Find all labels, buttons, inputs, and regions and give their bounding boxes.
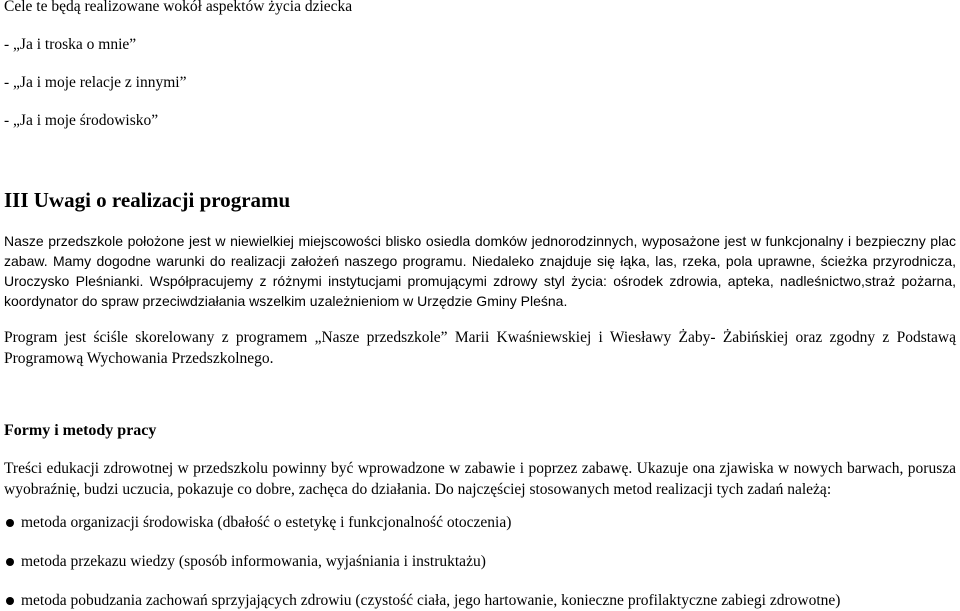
bullet-dot-icon [6, 558, 14, 566]
section-paragraph-2 [4, 327, 956, 369]
bullet-dot-icon [6, 519, 14, 527]
intro-item-1: - „Ja i troska o mnie” [4, 36, 137, 53]
intro-item-3: - „Ja i moje środowisko” [4, 112, 159, 129]
methods-paragraph-text: Treści edukacji zdrowotnej w przedszkolu powinny być wprowadzone w zabawie i poprzez zabawę. Ukazuje ona zjawiska w nowych barwach, porusza wyobraźnię, budzi uczucia, pokazuje co dobre, zachęca do działania. Do najczęściej stosowanych metod realizacji tych zadań należą: [4, 460, 956, 498]
bullet-dot-icon [6, 597, 14, 605]
intro-item-2: - „Ja i moje relacje z innymi” [4, 74, 187, 91]
methods-heading: Formy i metody pracy [4, 422, 157, 439]
section-paragraph-1 [4, 231, 956, 311]
method-bullet-1 [4, 513, 511, 533]
method-bullet-2-text: metoda przekazu wiedzy (sposób informowania, wyjaśniania i instruktażu) [21, 553, 486, 570]
section-heading: III Uwagi o realizacji programu [4, 188, 291, 212]
method-bullet-1-text: metoda organizacji środowiska (dbałość o estetykę i funkcjonalność otoczenia) [21, 514, 512, 531]
section-paragraph-2-text: Program jest ściśle skorelowany z programem „Nasze przedszkole” Marii Kwaśniewskiej i Wiesławy Żaby- Żabińskiej oraz zgodny z Podstawą Programową Wychowania Przedszkolnego. [4, 329, 956, 367]
method-bullet-3 [4, 591, 840, 611]
intro-text: Cele te będą realizowane wokół aspektów życia dziecka [4, 0, 353, 15]
section-paragraph-1-text: Nasze przedszkole położone jest w niewielkiej miejscowości blisko osiedla domków jednorodzinnych, wyposażone jest w funkcjonalny i bezpieczny plac zabaw. Mamy dogodne warunki do realizacji założeń naszego programu. Niedaleko znajduje się łąka, las, rzeka, pola uprawne, ścieżka przyrodnicza, Uroczysko Pleśnianki. Współpracujemy z różnymi instytucjami promującymi zdrowy styl życia: ośrodek zdrowia, apteka, nadleśnictwo,straż pożarna, koordynator do spraw przeciwdziałania wszelkim uzależnieniom w Urzędzie Gminy Pleśna. [4, 233, 956, 309]
methods-paragraph [4, 458, 956, 500]
method-bullet-3-text: metoda pobudzania zachowań sprzyjających zdrowiu (czystość ciała, jego hartowanie, konieczne profilaktyczne zabiegi zdrowotne) [21, 592, 841, 609]
method-bullet-2 [4, 552, 486, 572]
